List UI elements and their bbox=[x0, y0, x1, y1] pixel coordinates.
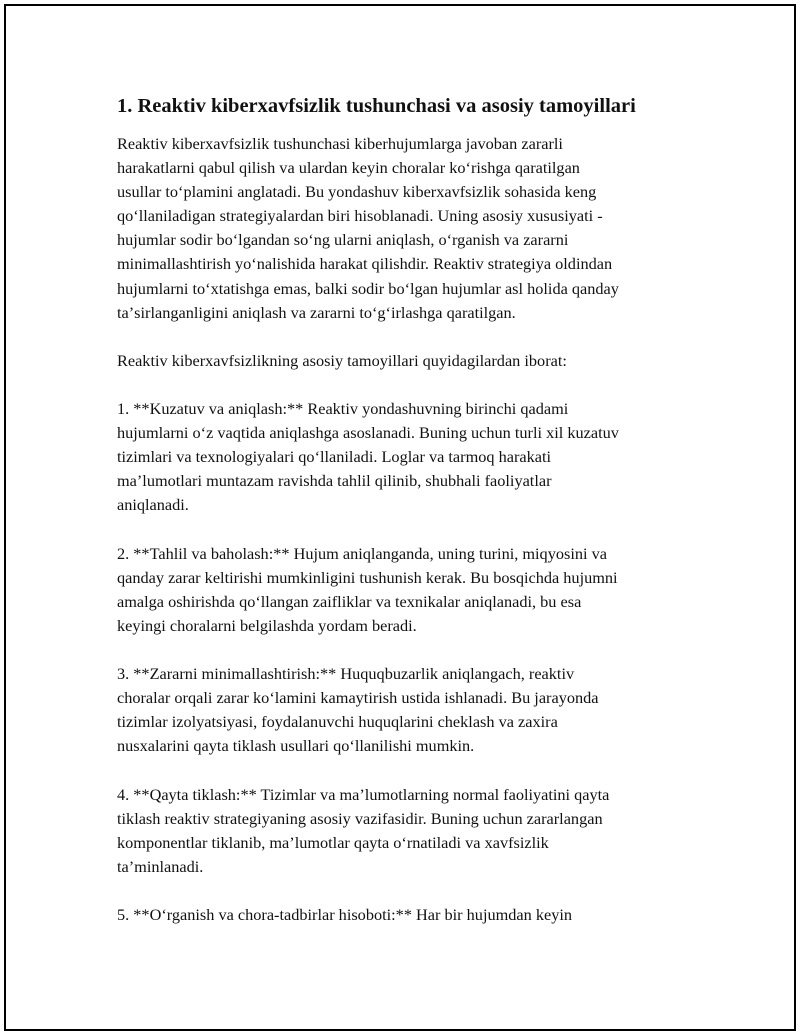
text-line: nusxalarini qayta tiklash usullari qoʻllanilishi mumkin. bbox=[117, 736, 475, 756]
text-line: Reaktiv kiberxavfsizlikning asosiy tamoyillari quyidagilardan iborat: bbox=[117, 350, 567, 370]
text-line: tizimlari va texnologiyalari qoʻllaniladi. Loglar va tarmoq harakati bbox=[117, 447, 552, 467]
text-line: keyingi choralarni belgilashda yordam beradi. bbox=[117, 615, 417, 635]
text-line: tizimlar izolyatsiyasi, foydalanuvchi huquqlarini cheklash va zaxira bbox=[117, 712, 558, 732]
text-line: harakatlarni qabul qilish va ulardan keyin choralar koʻrishga qaratilgan bbox=[117, 158, 580, 178]
text-line: qanday zarar keltirishi mumkinligini tushunish kerak. Bu bosqichda hujumni bbox=[117, 567, 618, 587]
text-line: minimallashtirish yoʻnalishida harakat qilishdir. Reaktiv strategiya oldindan bbox=[117, 254, 613, 274]
text-line: taʼsirlanganligini aniqlash va zararni toʻgʻirlashga qaratilgan. bbox=[117, 302, 516, 322]
text-line: usullar toʻplamini anglatadi. Bu yondashuv kiberxavfsizlik sohasida keng bbox=[117, 182, 597, 202]
text-line: amalga oshirishda qoʻllangan zaifliklar va texnikalar aniqlanadi, bu esa bbox=[117, 591, 582, 611]
paragraph bbox=[117, 132, 685, 325]
section-title: 1. Reaktiv kiberxavfsizlik tushunchasi va asosiy tamoyillari bbox=[117, 95, 636, 117]
paragraph-list bbox=[117, 132, 685, 927]
paragraph bbox=[117, 349, 685, 373]
paragraph bbox=[117, 397, 685, 517]
text-line: taʼminlanadi. bbox=[117, 856, 204, 876]
text-line: qoʻllaniladigan strategiyalardan biri hisoblanadi. Uning asosiy xususiyati - bbox=[117, 206, 603, 226]
text-line: 1. **Kuzatuv va aniqlash:** Reaktiv yondashuvning birinchi qadami bbox=[117, 399, 569, 419]
paragraph bbox=[117, 542, 685, 638]
text-line: komponentlar tiklanib, maʼlumotlar qayta oʻrnatiladi va xavfsizlik bbox=[117, 832, 549, 852]
text-line: 4. **Qayta tiklash:** Tizimlar va maʼlumotlarning normal faoliyatini qayta bbox=[117, 784, 610, 804]
paragraph bbox=[117, 783, 685, 879]
text-line: 3. **Zararni minimallashtirish:** Huquqbuzarlik aniqlangach, reaktiv bbox=[117, 664, 575, 684]
text-line: hujumlarni oʻz vaqtida aniqlashga asoslanadi. Buning uchun turli xil kuzatuv bbox=[117, 423, 619, 443]
text-line: tiklash reaktiv strategiyaning asosiy vazifasidir. Buning uchun zararlangan bbox=[117, 808, 603, 828]
paragraph bbox=[117, 903, 685, 927]
text-line: 2. **Tahlil va baholash:** Hujum aniqlanganda, uning turini, miqyosini va bbox=[117, 543, 607, 563]
text-line: 5. **Oʻrganish va chora-tadbirlar hisoboti:** Har bir hujumdan keyin bbox=[117, 905, 573, 924]
text-line: Reaktiv kiberxavfsizlik tushunchasi kiberhujumlarga javoban zararli bbox=[117, 134, 563, 153]
document-body bbox=[117, 92, 685, 951]
text-line: hujumlar sodir boʻlgandan soʻng ularni aniqlash, oʻrganish va zararni bbox=[117, 230, 569, 250]
paragraph bbox=[117, 662, 685, 758]
text-line: choralar orqali zarar koʻlamini kamaytirish ustida ishlanadi. Bu jarayonda bbox=[117, 688, 599, 708]
text-line: maʼlumotlari muntazam ravishda tahlil qilinib, shubhali faoliyatlar bbox=[117, 471, 552, 491]
text-line: hujumlarni toʻxtatishga emas, balki sodir boʻlgan hujumlar asl holida qanday bbox=[117, 278, 619, 298]
text-line: aniqlanadi. bbox=[117, 495, 189, 515]
